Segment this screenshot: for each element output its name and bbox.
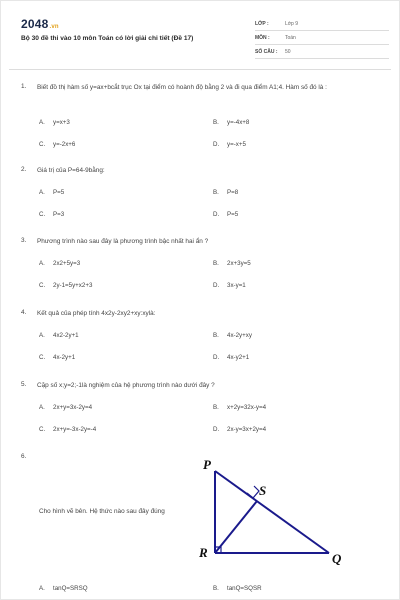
option-c[interactable]: C. 2y-1=5y+x2+3 [39, 282, 93, 289]
meta-key: LỚP : [255, 20, 269, 27]
option-d[interactable]: D. P=5 [213, 211, 239, 218]
option-d[interactable]: D. y=-x+5 [213, 141, 246, 148]
label-q: Q [332, 551, 342, 566]
question-text: Kết quả của phép tính 4x2y-2xy2+xy:xylà: [37, 310, 156, 317]
option-c[interactable]: C. y=-2x+6 [39, 141, 76, 148]
option-a[interactable]: A. 4x2-2y+1 [39, 332, 79, 339]
question-number: 3. [21, 237, 27, 244]
exam-header [9, 11, 393, 65]
segment-rs [215, 501, 257, 553]
option-b[interactable]: B. 4x-2y+xy [213, 332, 252, 339]
option-a[interactable]: A. P=5 [39, 189, 65, 196]
label-s: S [259, 483, 267, 498]
question-text: Phương trình nào sau đây là phương trình bậc nhất hai ẩn ? [37, 238, 209, 245]
option-b[interactable]: B. y=-4x+8 [213, 119, 250, 126]
option-c[interactable]: C. 2x+y=-3x-2y=-4 [39, 426, 97, 433]
meta-panel [255, 17, 389, 59]
option-a[interactable]: A. 2x2+5y=3 [39, 260, 81, 267]
meta-key: MÔN : [255, 34, 270, 41]
meta-value: Lớp 9 [285, 20, 299, 27]
option-d[interactable]: D. 3x-y=1 [213, 282, 246, 289]
meta-row-count [255, 45, 389, 59]
meta-row-class [255, 17, 389, 31]
option-d[interactable]: D. 2x-y=3x+2y=4 [213, 426, 267, 433]
option-c[interactable]: C. 4x-2y+1 [39, 354, 76, 361]
option-b[interactable]: B. tanQ=SQSR [213, 585, 262, 592]
question-number: 5. [21, 381, 27, 388]
option-c[interactable]: C. P=3 [39, 211, 65, 218]
meta-value: 50 [285, 48, 291, 55]
option-a[interactable]: A. y=x+3 [39, 119, 70, 126]
logo-suffix: .vn [49, 24, 59, 30]
header-divider [9, 69, 391, 70]
question-number: 4. [21, 309, 27, 316]
meta-row-subject [255, 31, 389, 45]
logo-main: 2048 [21, 17, 49, 31]
label-p: P [203, 457, 211, 472]
option-b[interactable]: B. 2x+3y=5 [213, 260, 251, 267]
option-a[interactable]: A. tanQ=SRSQ [39, 585, 88, 592]
question-text: Giá trị của P=64-9bằng: [37, 167, 105, 174]
document-title: Bộ 30 đề thi vào 10 môn Toán có lời giải chi tiết (Đề 17) [21, 35, 194, 42]
question-number: 2. [21, 166, 27, 173]
site-logo[interactable] [21, 17, 59, 31]
question-text: Cặp số x;y=2;-1là nghiệm của hệ phương trình nào dưới đây ? [37, 382, 215, 389]
meta-key: SỐ CÂU : [255, 48, 278, 55]
segment-pq [215, 471, 329, 553]
question-text: Biết đồ thị hàm số y=ax+bcắt trục Ox tại điểm có hoành độ bằng 2 và đi qua điểm A1;4. Hàm số đó là : [37, 84, 327, 91]
option-d[interactable]: D. 4x-y2+1 [213, 354, 250, 361]
label-r: R [199, 545, 208, 560]
option-a[interactable]: A. 2x+y=3x-2y=4 [39, 404, 93, 411]
question-number: 1. [21, 83, 27, 90]
meta-value: Toán [285, 34, 296, 41]
question-number: 6. [21, 453, 27, 460]
option-b[interactable]: B. x+2y=32x-y=4 [213, 404, 267, 411]
question-text: Cho hình vẽ bên. Hệ thức nào sau đây đúng [39, 508, 165, 515]
option-b[interactable]: B. P=8 [213, 189, 239, 196]
triangle-figure [189, 451, 359, 581]
